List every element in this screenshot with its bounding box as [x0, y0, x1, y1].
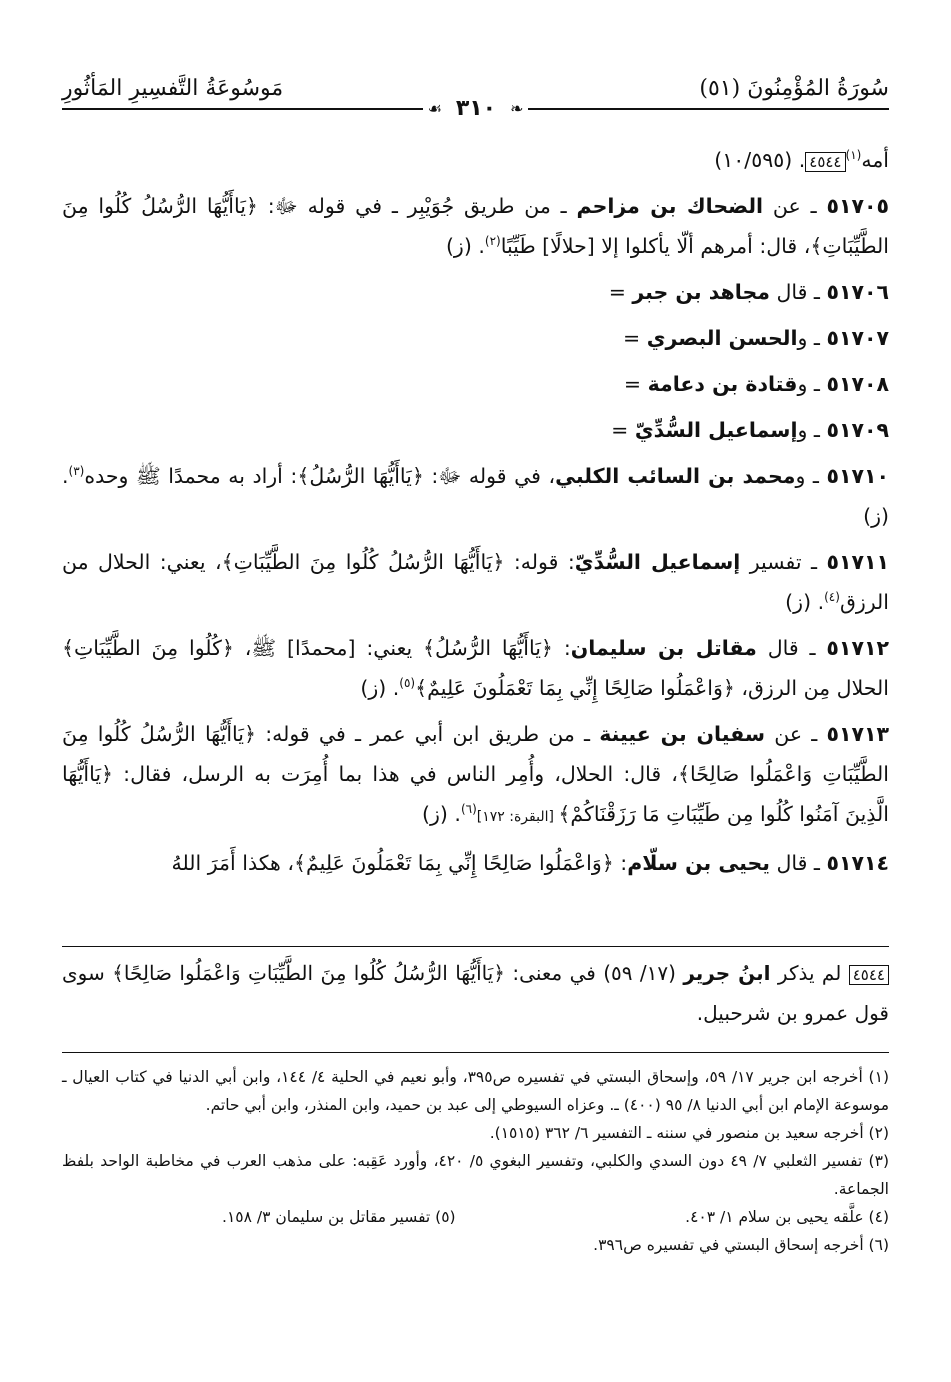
entry-text: : قوله:	[504, 550, 575, 574]
entry-end: . (ز)	[445, 234, 485, 258]
footnote-3: (٣) تفسير الثعلبي ٧/ ٤٩ دون السدي والكلبي، وتفسير البغوي ٥/ ٤٢٠، وأورد عَقِبه: على مذهب العرب في مخاطبة الواحد بلفظ الجماعة.	[62, 1152, 889, 1198]
intro-tail: . (١٠/٥٩٥)	[714, 148, 806, 172]
narrator-name: مقاتل بن سليمان	[570, 636, 757, 660]
quran-verse: ﴿يَاأَيُّهَا الرُّسُلُ كُلُوا مِنَ الطَّيِّبَاتِ وَاعْمَلُوا صَالِحًا﴾	[62, 722, 889, 786]
entry-text: ـ تفسير	[740, 550, 827, 574]
surah-reference: [البقرة: ١٧٢]	[476, 809, 559, 825]
quran-verse: ﴿يَاأَيُّهَا الرُّسُلُ﴾	[297, 464, 424, 488]
entry-number: ٥١٧١٢	[826, 636, 889, 660]
entry-text: : أراد به محمدًا ﷺ وحده	[84, 464, 298, 488]
quran-verse: ﴿يَاأَيُّهَا الرُّسُلُ كُلُوا مِنَ الطَّيِّبَاتِ﴾	[62, 194, 889, 258]
narrator-name: يحيى بن سلّام	[627, 851, 770, 875]
entry-end: =	[608, 280, 633, 304]
tl-note-tag: ٤٥٤٤	[849, 965, 889, 985]
book-title: مَوسُوعَةُ التَّفسِيرِ المَأثُورِ	[62, 75, 284, 101]
entry-text: ، قال: الحلال، وأُمِر الناس في هذا بما أُمِرَت به الرسل، فقال:	[113, 762, 678, 786]
entry-text: ـ و	[795, 464, 827, 488]
narrator-name: محمد بن السائب الكلبي	[555, 464, 796, 488]
footnote-ref[interactable]: (٦)	[460, 802, 477, 817]
page-number-row	[0, 96, 951, 121]
entry-number: ٥١٧٠٧	[826, 326, 889, 350]
entry-end: . (ز)	[422, 802, 461, 826]
entry-end: =	[623, 372, 648, 396]
commentary-note	[62, 946, 889, 1033]
footnote-ref[interactable]: (٣)	[68, 464, 85, 479]
entry-text: ، يعني: الحلال من الرزق	[62, 550, 889, 614]
footnote-ref[interactable]: (٢)	[484, 234, 501, 249]
entry-text: ، في قوله ﷻ:	[423, 464, 556, 488]
entry-number: ٥١٧٠٥	[826, 194, 889, 218]
entry-end: =	[623, 326, 647, 350]
quran-verse: ﴿كُلُوا مِنَ الطَّيِّبَاتِ﴾	[62, 636, 234, 660]
entry-51708	[62, 364, 889, 404]
ornament-icon: ❧	[506, 99, 527, 118]
scholar-name: ابنُ جرير	[683, 961, 771, 985]
quran-verse: ﴿وَاعْمَلُوا صَالِحًا إِنِّي بِمَا تَعْمَلُونَ عَلِيمٌ﴾	[415, 676, 735, 700]
entry-51706	[62, 272, 889, 312]
narrator-name: سفيان بن عيينة	[599, 722, 766, 746]
narrator-name: قتادة بن دعامة	[647, 372, 798, 396]
entry-51707	[62, 318, 889, 358]
quran-verse: ﴿يَاأَيُّهَا الرُّسُلُ كُلُوا مِنَ الطَّيِّبَاتِ وَاعْمَلُوا صَالِحًا﴾	[112, 961, 506, 985]
entry-end: . (ز)	[360, 676, 400, 700]
entry-end: =	[611, 418, 635, 442]
narrator-name: مجاهد بن جبر	[632, 280, 770, 304]
surah-title: سُورَةُ المُؤْمِنُونَ (٥١)	[699, 75, 889, 101]
ornament-icon: ☙	[423, 99, 445, 118]
entry-51713	[62, 714, 889, 837]
entry-51710	[62, 456, 889, 536]
entry-end: . (ز)	[785, 590, 825, 614]
entry-51711	[62, 542, 889, 622]
entry-number: ٥١٧٠٨	[826, 372, 889, 396]
footnote-4: (٤) علَّقه يحيى بن سلام ١/ ٤٠٣.	[685, 1208, 889, 1226]
note-text: (١٧/ ٥٩) في معنى:	[505, 961, 684, 985]
footnote-1: (١) أخرجه ابن جرير ١٧/ ٥٩، وإسحاق البستي في تفسيره ص٣٩٥، وأبو نعيم في الحلية ٤/ ١٤٤، وابن أبي الدنيا في كتاب العيال ـ موسوعة الإمام ابن أبي الدنيا ٨/ ٩٥ (٤٠٠) ـ. وعزاه السيوطي إلى عبد بن حميد، وابن المنذر، وابن أبي حاتم.	[62, 1068, 889, 1114]
quran-verse: ﴿يَاأَيُّهَا الرُّسُلُ كُلُوا مِنَ الطَّيِّبَاتِ﴾	[221, 550, 505, 574]
footnote-6: (٦) أخرجه إسحاق البستي في تفسيره ص٣٩٦.	[593, 1236, 889, 1254]
intro-text: أمه	[861, 148, 889, 172]
entry-text: ـ من طريق جُوَيْبِر ـ في قوله ﷻ:	[257, 194, 577, 218]
tl-note-tag[interactable]: ٤٥٤٤	[805, 152, 845, 172]
entry-text: ـ عن	[763, 194, 827, 218]
entry-text: ، هكذا أَمَرَ اللهُ	[171, 851, 294, 875]
entry-51712	[62, 628, 889, 708]
footnote-ref[interactable]: (١)	[845, 148, 862, 163]
entry-text: ، قال: أمرهم ألّا يأكلوا إلا [حلالًا] طَيِّبًا	[500, 234, 811, 258]
narrator-name: إسماعيل السُّدِّيّ	[574, 550, 741, 574]
note-text: لم يذكر	[770, 961, 849, 985]
entry-51709	[62, 410, 889, 450]
entry-text: الحلال مِن الرزق،	[734, 676, 889, 700]
entry-number: ٥١٧١٤	[826, 851, 889, 875]
entry-text: ـ قال	[769, 851, 827, 875]
entry-number: ٥١٧٠٩	[826, 418, 889, 442]
footnote-ref[interactable]: (٤)	[824, 590, 840, 605]
entry-text: يعني: [محمدًا] ﷺ،	[233, 636, 424, 660]
entry-number: ٥١٧١٠	[826, 464, 889, 488]
page-number: ٣١٠	[446, 96, 506, 121]
paragraph-intro	[62, 140, 889, 180]
entry-number: ٥١٧١١	[826, 550, 890, 574]
narrator-name: إسماعيل السُّدِّيّ	[634, 418, 798, 442]
footnotes	[62, 1052, 889, 1259]
quran-verse: ﴿يَاأَيُّهَا الَّذِينَ آمَنُوا كُلُوا مِن طَيِّبَاتِ مَا رَزَقْنَاكُمْ﴾	[62, 762, 889, 826]
quran-verse: ﴿وَاعْمَلُوا صَالِحًا إِنِّي بِمَا تَعْمَلُونَ عَلِيمٌ﴾	[293, 851, 614, 875]
entry-text: ـ و	[797, 326, 827, 350]
entry-51714	[62, 843, 889, 883]
footnote-ref[interactable]: (٥)	[399, 676, 416, 691]
entry-text: ـ قال	[756, 636, 827, 660]
entry-text: :	[552, 636, 571, 660]
quran-verse: ﴿يَاأَيُّهَا الرُّسُلُ﴾	[423, 636, 553, 660]
entry-text: :	[613, 851, 628, 875]
footnote-2: (٢) أخرجه سعيد بن منصور في سننه ـ التفسير ٦/ ٣٦٢ (١٥١٥).	[489, 1124, 889, 1142]
main-text	[62, 140, 889, 889]
entry-end: . (ز)	[62, 464, 889, 528]
note-text: سوى قول عمرو بن شرحبيل.	[62, 961, 889, 1025]
narrator-name: الضحاك بن مزاحم	[576, 194, 764, 218]
narrator-name: الحسن البصري	[646, 326, 798, 350]
entry-text: ـ من طريق ابن أبي عمر ـ في قوله:	[256, 722, 600, 746]
footnote-row	[62, 1203, 889, 1231]
entry-number: ٥١٧١٣	[826, 722, 890, 746]
entry-text: ـ و	[797, 418, 827, 442]
entry-text: ـ قال	[769, 280, 827, 304]
entry-text: ـ عن	[765, 722, 827, 746]
entry-text: ـ و	[797, 372, 827, 396]
entry-number: ٥١٧٠٦	[826, 280, 889, 304]
footnote-5: (٥) تفسير مقاتل بن سليمان ٣/ ١٥٨.	[222, 1208, 456, 1226]
entry-51705	[62, 186, 889, 266]
